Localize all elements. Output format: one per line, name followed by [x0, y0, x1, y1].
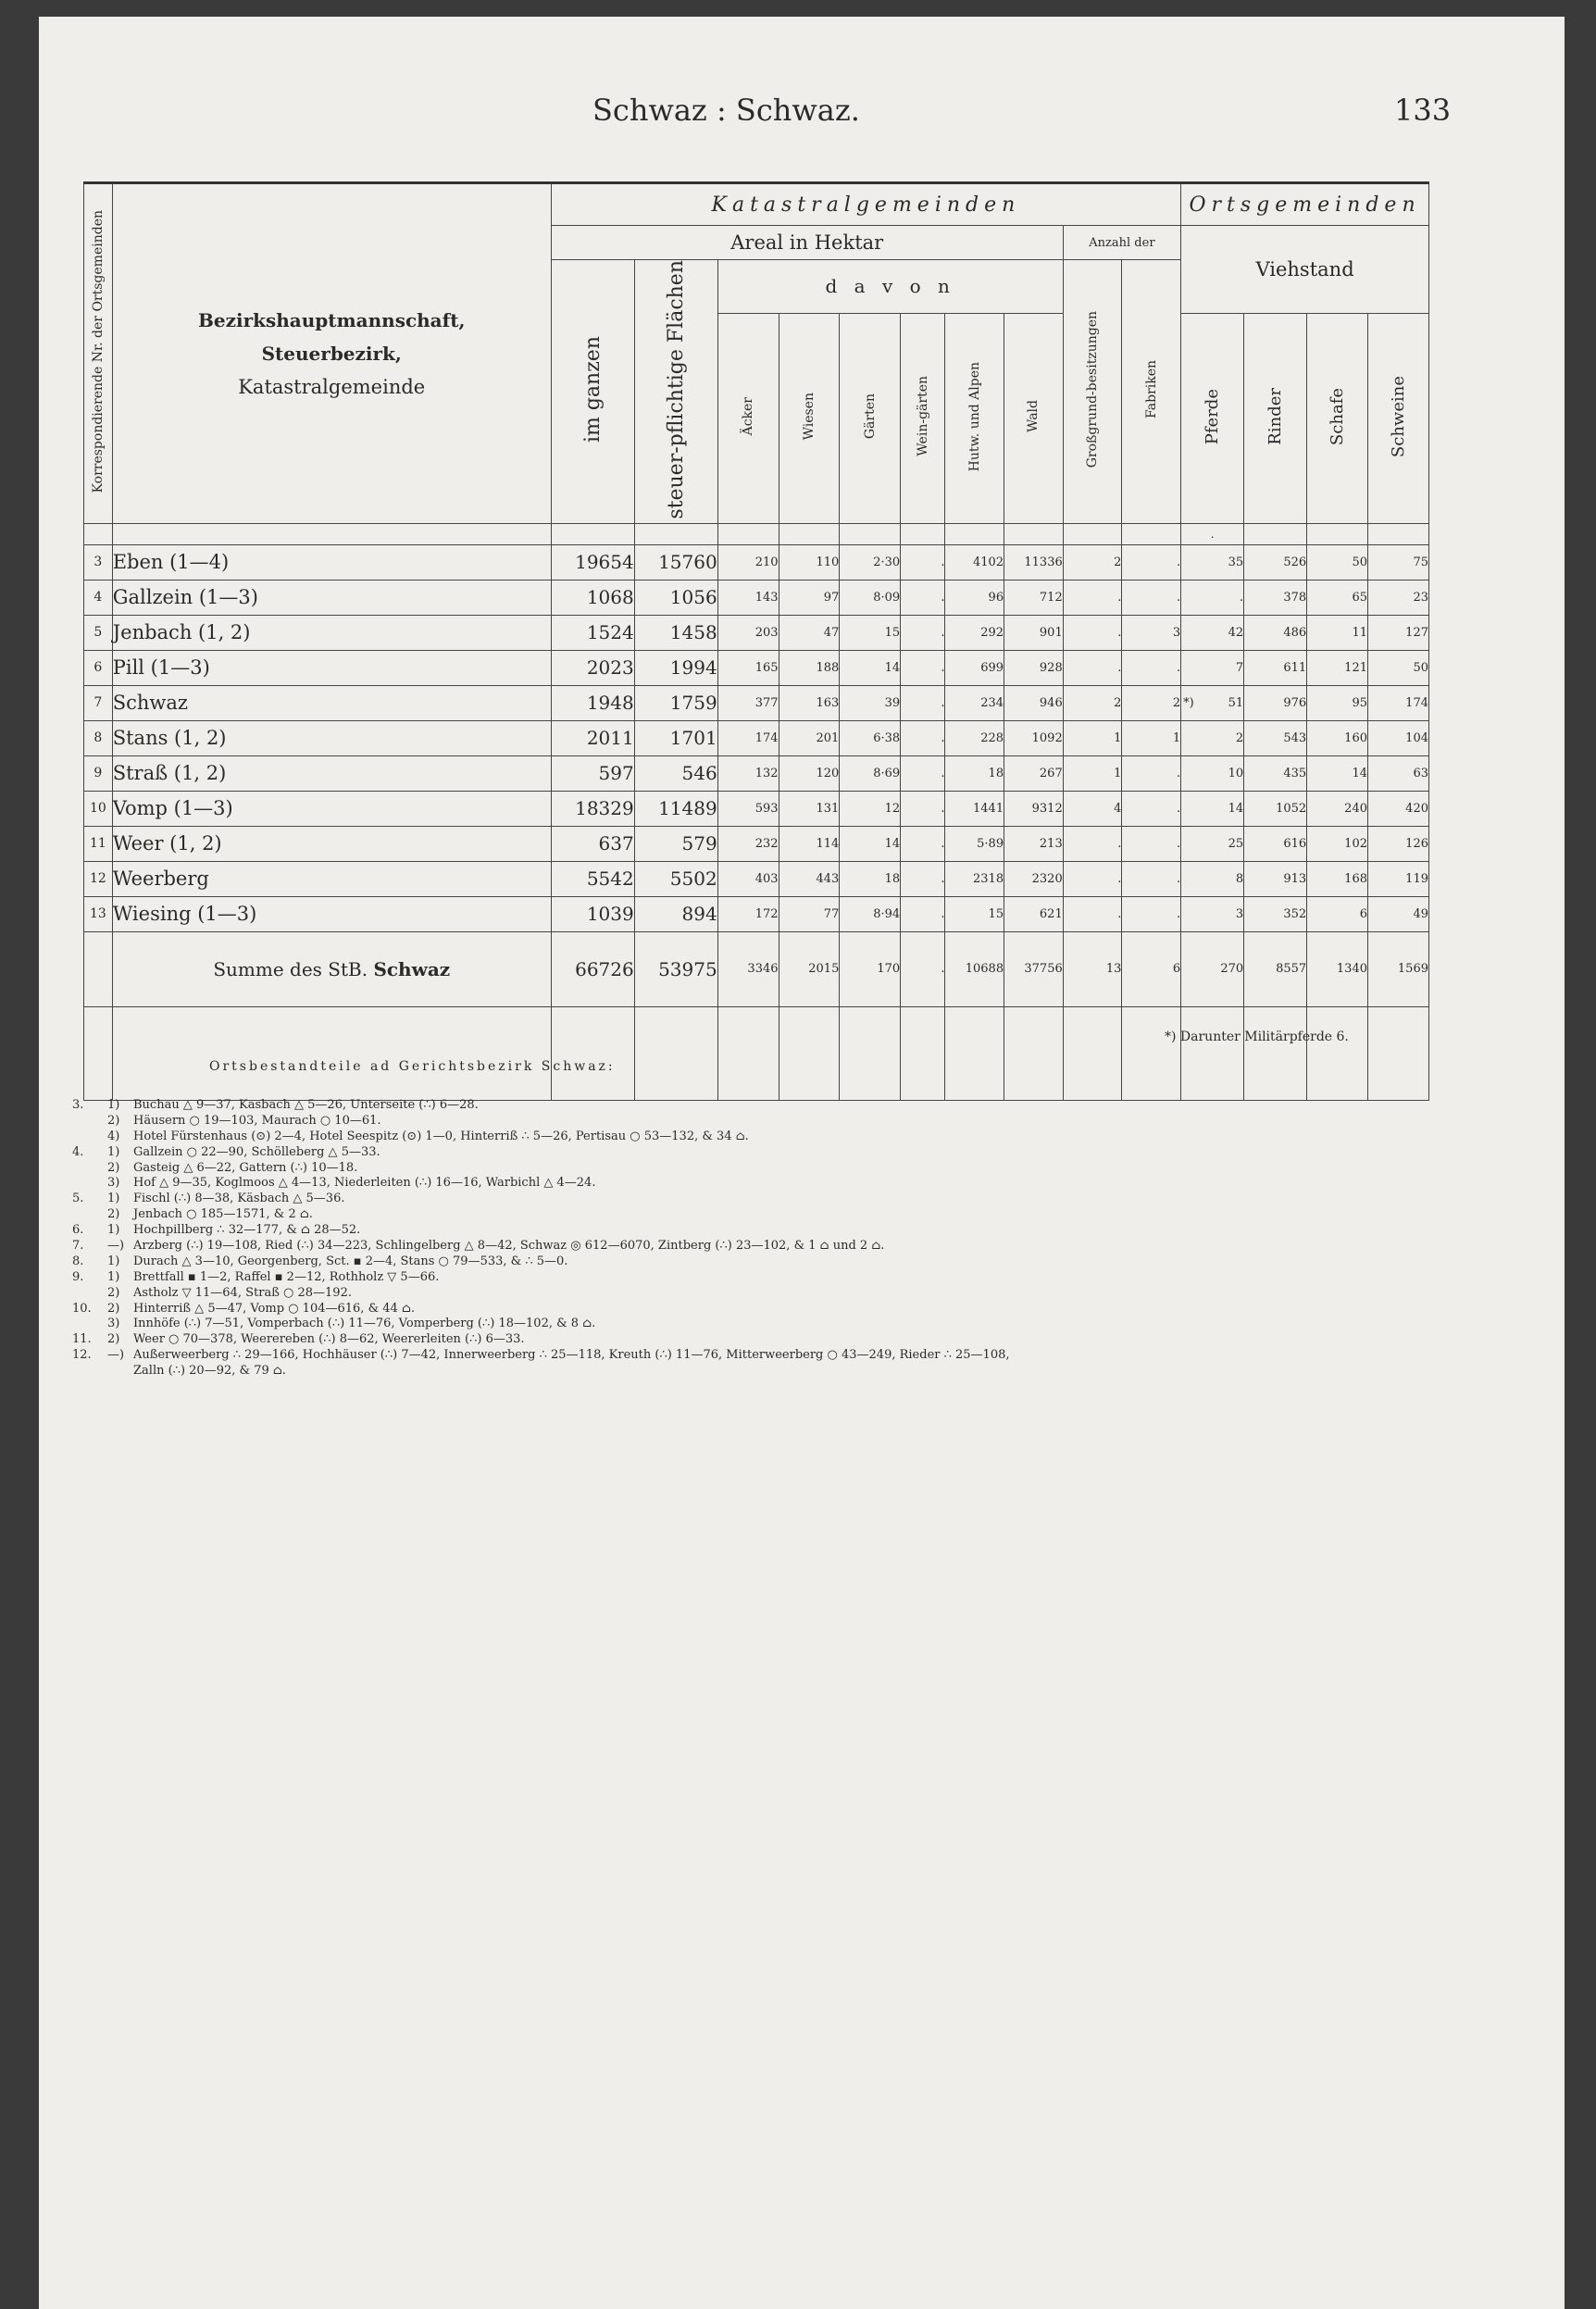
col-schweine: Schweine [1368, 313, 1429, 523]
list-item: 2) Häusern ○ 19—103, Maurach ○ 10—61. [107, 1113, 381, 1128]
table-row: 11 Weer (1, 2) 637 579 232 114 14 . 5·89 213 . . 25 616 102 126 [84, 826, 1429, 861]
list-item: 2) Astholz ▽ 11—64, Straß ○ 28—192. [107, 1285, 352, 1300]
col-pferde: Pferde [1181, 313, 1244, 523]
col-im-ganzen: im ganzen [551, 260, 634, 524]
list-item: Zalln (∴) 20—92, & 79 ⌂. [133, 1364, 286, 1379]
dot-mark: . [1181, 523, 1244, 544]
ortsbestandteile-list [72, 1098, 1461, 1379]
table-row: 10 Vomp (1—3) 18329 11489 593 131 12 . 1441 9312 4 . 14 1052 240 420 [84, 791, 1429, 826]
list-item: 5. 1) Fischl (∴) 8—38, Käsbach △ 5—36. [72, 1192, 345, 1206]
list-item: 11. 2) Weer ○ 70—378, Weerereben (∴) 8—62, Weererleiten (∴) 6—33. [72, 1332, 525, 1347]
list-item: 4. 1) Gallzein ○ 22—90, Schölleberg △ 5—33. [72, 1144, 380, 1159]
col-hutweiden: Hutw. und Alpen [945, 313, 1004, 523]
table-row: 5 Jenbach (1, 2) 1524 1458 203 47 15 . 292 901 . 3 42 486 11 127 [84, 615, 1429, 650]
bezirk-header: Bezirkshauptmannschaft, Steuerbezirk, Katastralgemeinde [112, 183, 551, 524]
list-item: 10. 2) Hinterriß △ 5—47, Vomp ○ 104—616, & 44 ⌂. [72, 1301, 416, 1316]
sum-row: Summe des StB. Schwaz 66726 53975 3346 2015 170 . 10688 37756 13 6 270 8557 1340 1569 [84, 931, 1429, 1006]
table-row: 13 Wiesing (1—3) 1039 894 172 77 8·94 . 15 621 . . 3 352 6 49 [84, 896, 1429, 931]
col-grossgrundbesitzungen: Großgrund-besitzungen [1063, 260, 1122, 524]
list-item: 3) Hof △ 9—35, Koglmoos △ 4—13, Niederleiten (∴) 16—16, Warbichl △ 4—24. [107, 1176, 596, 1191]
list-item: 3) Innhöfe (∴) 7—51, Vomperbach (∴) 11—76, Vomperberg (∴) 18—102, & 8 ⌂. [107, 1317, 596, 1331]
table-row: 3 Eben (1—4) 19654 15760 210 110 2·30 . 4102 11336 2 . 35 526 50 75 [84, 544, 1429, 580]
list-item: 7. —) Arzberg (∴) 19—108, Ried (∴) 34—223, Schlingelberg △ 8—42, Schwaz ◎ 612—6070, Zintberg (∴) 23—102, & 1 ⌂ und 2 ⌂. [72, 1239, 885, 1254]
page-number: 133 [1394, 93, 1452, 128]
list-item: 2) Gasteig △ 6—22, Gattern (∴) 10—18. [107, 1160, 358, 1175]
col-rinder: Rinder [1244, 313, 1307, 523]
col-korrespondierende-nr: Korrespondierende Nr. der Ortsgemeinden [84, 183, 113, 524]
ortsbestandteile-title: Ortsbestandteile ad Gerichtsbezirk Schwaz: [209, 1059, 616, 1074]
list-item: 2) Jenbach ○ 185—1571, & 2 ⌂. [107, 1207, 313, 1222]
table-bottom-space [84, 1006, 1429, 1100]
list-item: 6. 1) Hochpillberg ∴ 32—177, & ⌂ 28—52. [72, 1223, 361, 1238]
table-row: 7 Schwaz 1948 1759 377 163 39 . 234 946 2 2 *) 51 976 95 174 [84, 685, 1429, 720]
table-row: 8 Stans (1, 2) 2011 1701 174 201 6·38 . 228 1092 1 1 2 543 160 104 [84, 720, 1429, 755]
list-item: 3. 1) Buchau △ 9—37, Kasbach △ 5—26, Unterseite (∴) 6—28. [72, 1098, 479, 1112]
list-item: 4) Hotel Fürstenhaus (⊙) 2—4, Hotel Seespitz (⊙) 1—0, Hinterriß ∴ 5—26, Pertisau ○ 53—132, & 34 ⌂. [107, 1129, 749, 1143]
col-wiesen: Wiesen [779, 313, 840, 523]
col-aecker: Äcker [717, 313, 779, 523]
areal-header: Areal in Hektar [551, 226, 1063, 260]
ortsgemeinden-header: Ortsgemeinden [1181, 183, 1429, 226]
statistics-table [83, 181, 1429, 1101]
list-item: 8. 1) Durach △ 3—10, Georgenberg, Sct. ▪ 2—4, Stans ○ 79—533, & ∴ 5—0. [72, 1254, 568, 1268]
col-steuerpflichtige: steuer-pflichtige Flächen [634, 260, 717, 524]
table-row: 4 Gallzein (1—3) 1068 1056 143 97 8·09 . 96 712 . . . 378 65 23 [84, 580, 1429, 615]
anzahl-header: Anzahl der [1063, 226, 1180, 260]
page-header-title: Schwaz : Schwaz. [592, 93, 860, 128]
spacer-row [84, 523, 1429, 544]
list-item: 9. 1) Brettfall ▪ 1—2, Raffel ▪ 2—12, Rothholz ▽ 5—66. [72, 1269, 440, 1284]
katastralgemeinden-header: Katastralgemeinden [551, 183, 1180, 226]
col-wald: Wald [1004, 313, 1064, 523]
footnote: *) Darunter Militärpferde 6. [1165, 1030, 1349, 1044]
col-schafe: Schafe [1307, 313, 1368, 523]
table-row: 9 Straß (1, 2) 597 546 132 120 8·69 . 18 267 1 . 10 435 14 63 [84, 755, 1429, 791]
davon-header: d a v o n [717, 260, 1063, 314]
viehstand-header: Viehstand [1181, 226, 1429, 314]
col-gaerten: Gärten [840, 313, 901, 523]
table-row: 6 Pill (1—3) 2023 1994 165 188 14 . 699 928 . . 7 611 121 50 [84, 650, 1429, 685]
col-fabriken: Fabriken [1122, 260, 1181, 524]
col-weingaerten: Wein-gärten [901, 313, 945, 523]
table-row: 12 Weerberg 5542 5502 403 443 18 . 2318 2320 . . 8 913 168 119 [84, 861, 1429, 896]
list-item: 12. —) Außerweerberg ∴ 29—166, Hochhäuser (∴) 7—42, Innerweerberg ∴ 25—118, Kreuth (∴) 11—76, Mitterweerberg ○ 43—249, Rieder ∴ 25—108, [72, 1348, 1010, 1363]
